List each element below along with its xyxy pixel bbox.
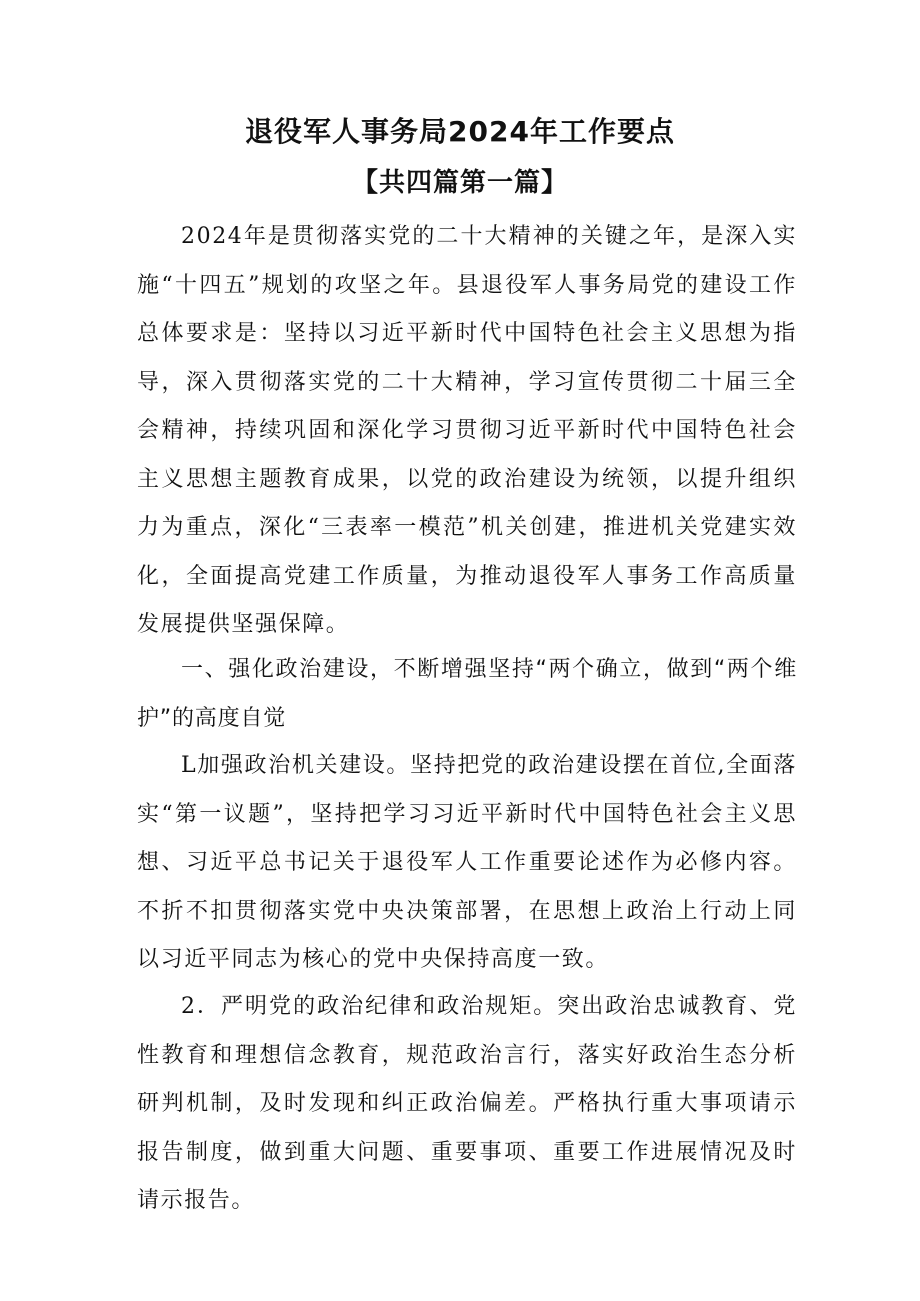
item-paragraph-1: L加强政治机关建设。坚持把党的政治建设摆在首位,全面落实“第一议题”，坚持把学习习近平新时代中国特色社会主义思想、习近平总书记关于退役军人工作重要论述作为必修内容。不折不扣贯彻落实党中央决策部署，在思想上政治上行动上同以习近平同志为核心的党中央保持高度一致。 xyxy=(137,753,797,972)
document-subtitle: 【共四篇第一篇】 xyxy=(351,168,568,198)
item-paragraph-2: 2．严明党的政治纪律和政治规矩。突出政治忠诚教育、党性教育和理想信念教育，规范政治言行，落实好政治生态分析研判机制，及时发现和纠正政治偏差。严格执行重大事项请示报告制度，做到重大问题、重要事项、重要工作进展情况及时请示报告。 xyxy=(137,994,797,1213)
document-title: 退役军人事务局2024年工作要点 xyxy=(245,115,675,148)
intro-paragraph: 2024年是贯彻落实党的二十大精神的关键之年，是深入实施“十四五”规划的攻坚之年。县退役军人事务局党的建设工作总体要求是：坚持以习近平新时代中国特色社会主义思想为指导，深入贯彻落实党的二十大精神，学习宣传贯彻二十届三全会精神，持续巩固和深化学习贯彻习近平新时代中国特色社会主义思想主题教育成果，以党的政治建设为统领，以提升组织力为重点，深化“三表率一模范”机关创建，推进机关党建实效化，全面提高党建工作质量，为推动退役军人事务工作高质量发展提供坚强保障。 xyxy=(137,224,797,637)
section-heading-1: 一、强化政治建设，不断增强坚持“两个确立，做到“两个维护”的高度自觉 xyxy=(137,657,797,731)
